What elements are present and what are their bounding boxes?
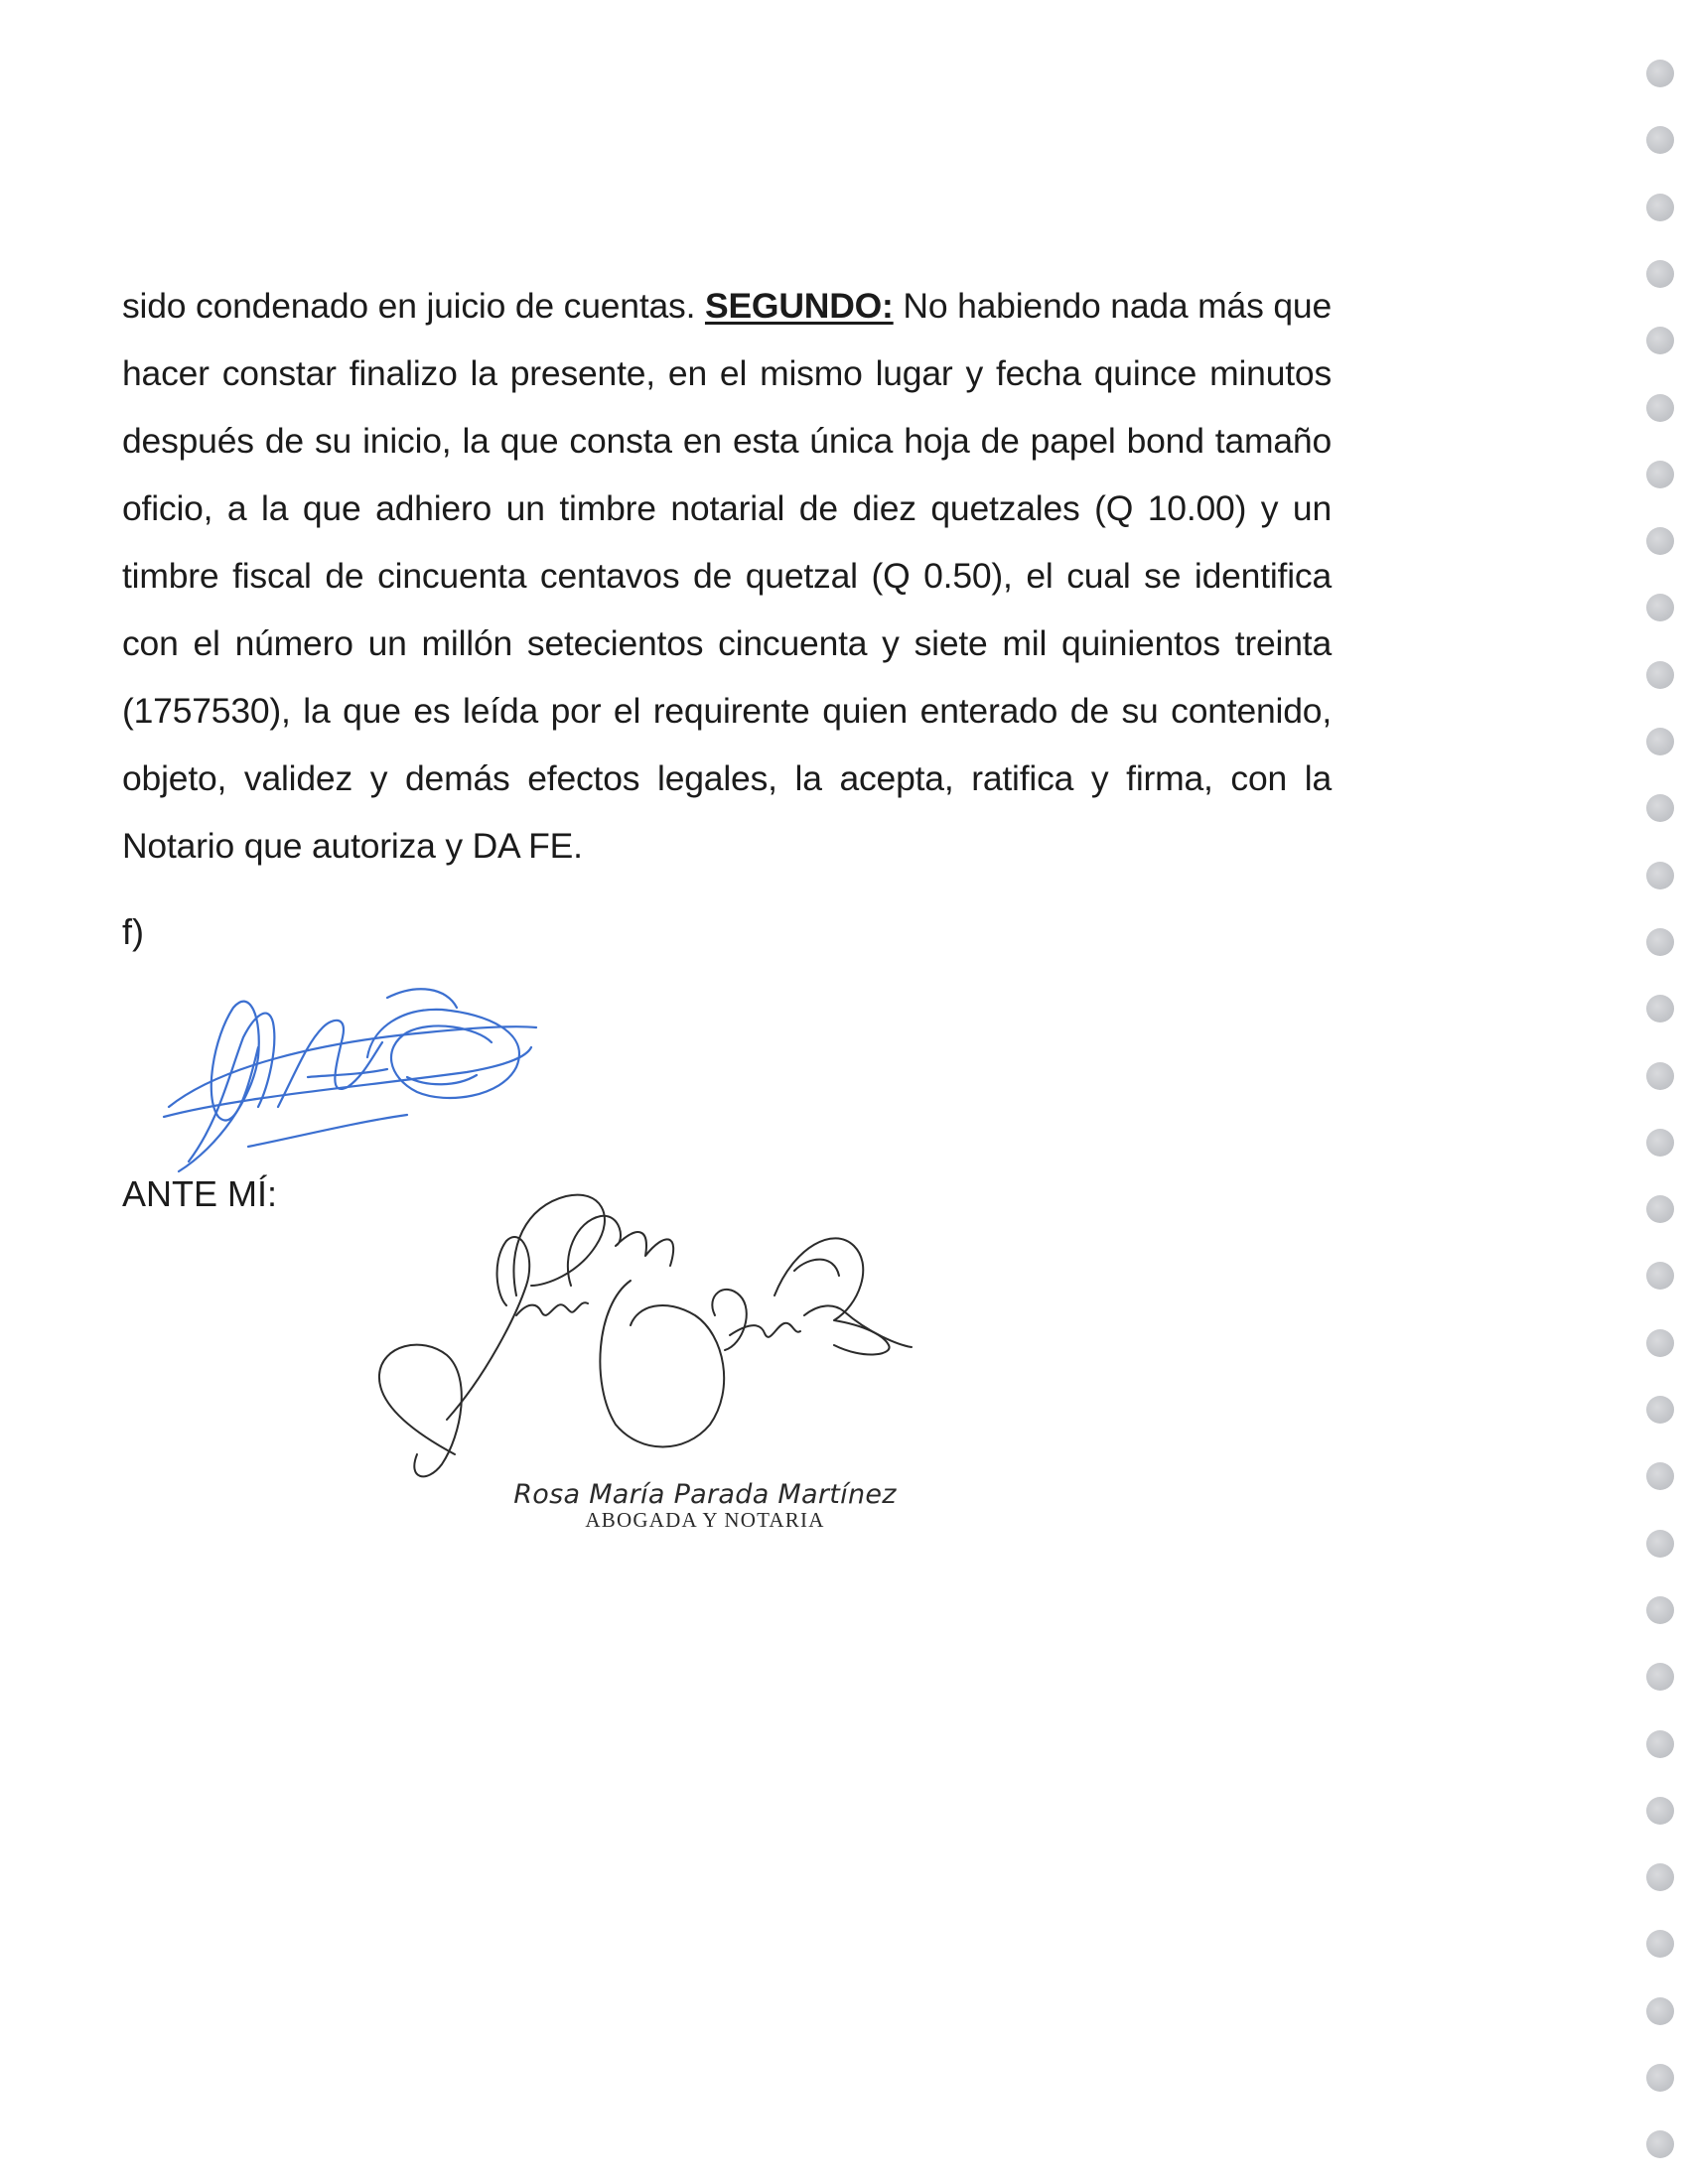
binding-hole — [1646, 995, 1674, 1023]
binding-hole — [1646, 1530, 1674, 1558]
notary-signature — [367, 1186, 923, 1484]
notary-stamp — [496, 1479, 914, 1533]
binding-hole — [1646, 1863, 1674, 1891]
sig-stroke — [387, 989, 457, 1008]
sig-stroke — [308, 1069, 387, 1077]
binding-hole — [1646, 728, 1674, 755]
sig-stroke — [600, 1281, 724, 1447]
sig-stroke — [447, 1237, 529, 1420]
notary-name: Rosa María Parada Martínez — [513, 1479, 897, 1510]
binding-hole — [1646, 2064, 1674, 2092]
binding-hole — [1646, 327, 1674, 354]
notary-title: ABOGADA Y NOTARIA — [585, 1508, 825, 1532]
closing-paragraph — [122, 272, 1332, 880]
paragraph-body: No habiendo nada más que hacer constar finalizo la presente, en el mismo lugar y fecha quince minutos después de su inicio, la que consta en esta única hoja de papel bond tamaño oficio, a la que adhiero un timbre notarial de diez quetzales (Q 10.00) y un timbre fiscal de cincuenta centavos de quetzal (Q 0.50), el cual se identifica con el número un millón setecientos cincuenta y siete mil quinientos treinta (1757530), la que es leída por el requirente quien enterado de su contenido, objeto, validez y demás efectos legales, la acepta, ratifica y firma, con la Notario que autoriza y DA FE. — [122, 285, 1332, 866]
binding-hole — [1646, 527, 1674, 555]
binding-hole — [1646, 394, 1674, 422]
requirente-signature — [159, 948, 556, 1176]
sig-stroke — [516, 1302, 588, 1315]
binding-hole — [1646, 862, 1674, 889]
binding-hole — [1646, 1663, 1674, 1691]
binding-hole — [1646, 461, 1674, 488]
sig-stroke — [774, 1238, 890, 1354]
binding-hole — [1646, 1930, 1674, 1958]
binding-hole — [1646, 1129, 1674, 1157]
binding-hole — [1646, 60, 1674, 87]
binding-hole — [1646, 1396, 1674, 1424]
binding-hole — [1646, 794, 1674, 822]
ante-mi-label: ANTE MÍ: — [122, 1173, 278, 1214]
binding-hole — [1646, 1997, 1674, 2025]
binding-hole — [1646, 1797, 1674, 1825]
paragraph-intro: sido condenado en juicio de cuentas. — [122, 285, 705, 326]
sig-stroke — [248, 1115, 407, 1147]
sig-stroke — [179, 1002, 259, 1171]
binding-hole — [1646, 1730, 1674, 1758]
binding-holes — [1646, 40, 1686, 2184]
binding-hole — [1646, 1329, 1674, 1357]
binding-hole — [1646, 2130, 1674, 2158]
binding-hole — [1646, 1262, 1674, 1290]
segundo-heading: SEGUNDO: — [704, 285, 894, 326]
binding-hole — [1646, 126, 1674, 154]
sig-stroke — [568, 1216, 673, 1286]
binding-hole — [1646, 1062, 1674, 1090]
sig-stroke — [794, 1260, 839, 1276]
binding-hole — [1646, 1462, 1674, 1490]
binding-hole — [1646, 260, 1674, 288]
signature-label: f) — [122, 911, 144, 952]
binding-hole — [1646, 194, 1674, 221]
sig-stroke — [712, 1290, 746, 1350]
binding-hole — [1646, 1195, 1674, 1223]
sig-stroke — [379, 1345, 462, 1477]
binding-hole — [1646, 661, 1674, 689]
binding-hole — [1646, 928, 1674, 956]
binding-hole — [1646, 1596, 1674, 1624]
binding-hole — [1646, 594, 1674, 621]
